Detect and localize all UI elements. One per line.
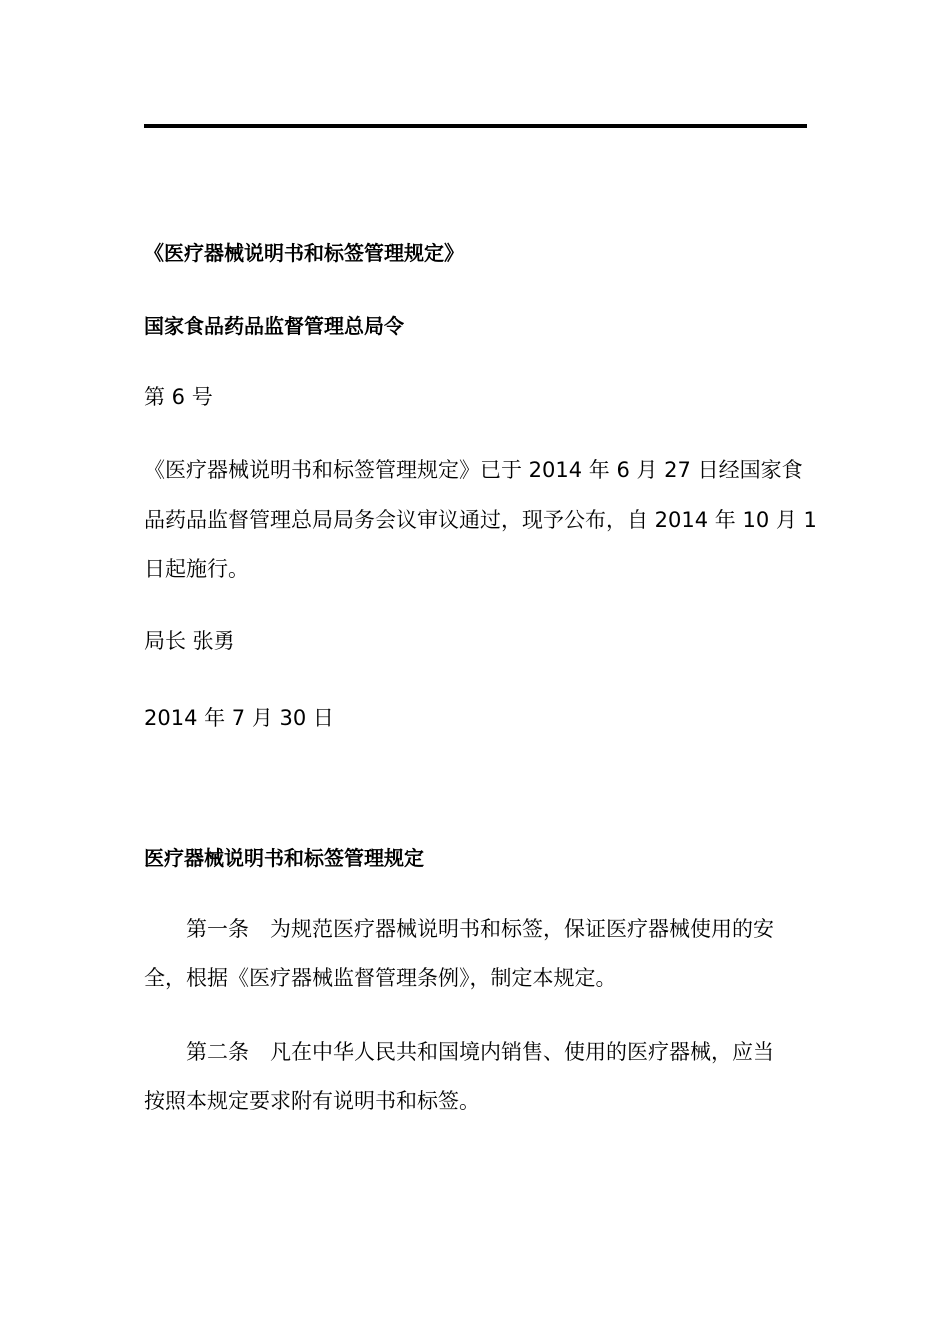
regulation-heading: 医疗器械说明书和标签管理规定	[144, 846, 424, 870]
issuer-line: 国家食品药品监督管理总局令	[144, 314, 404, 338]
article-2-line-1: 第二条 凡在中华人民共和国境内销售、使用的医疗器械，应当	[186, 1040, 774, 1064]
article-2-line-2: 按照本规定要求附有说明书和标签。	[144, 1089, 480, 1113]
article-1-line-1: 第一条 为规范医疗器械说明书和标签，保证医疗器械使用的安	[186, 917, 774, 941]
document-title: 《医疗器械说明书和标签管理规定》	[144, 241, 464, 265]
article-1-line-2: 全，根据《医疗器械监督管理条例》，制定本规定。	[144, 966, 617, 990]
announcement-line-3: 日起施行。	[144, 557, 249, 581]
signatory: 局长 张勇	[144, 629, 235, 653]
announcement-line-1: 《医疗器械说明书和标签管理规定》已于 2014 年 6 月 27 日经国家食	[144, 458, 803, 482]
announcement-line-2: 品药品监督管理总局局务会议审议通过，现予公布，自 2014 年 10 月 1	[144, 508, 817, 532]
header-rule	[144, 124, 807, 128]
issue-date: 2014 年 7 月 30 日	[144, 706, 334, 730]
order-number: 第 6 号	[144, 385, 213, 409]
